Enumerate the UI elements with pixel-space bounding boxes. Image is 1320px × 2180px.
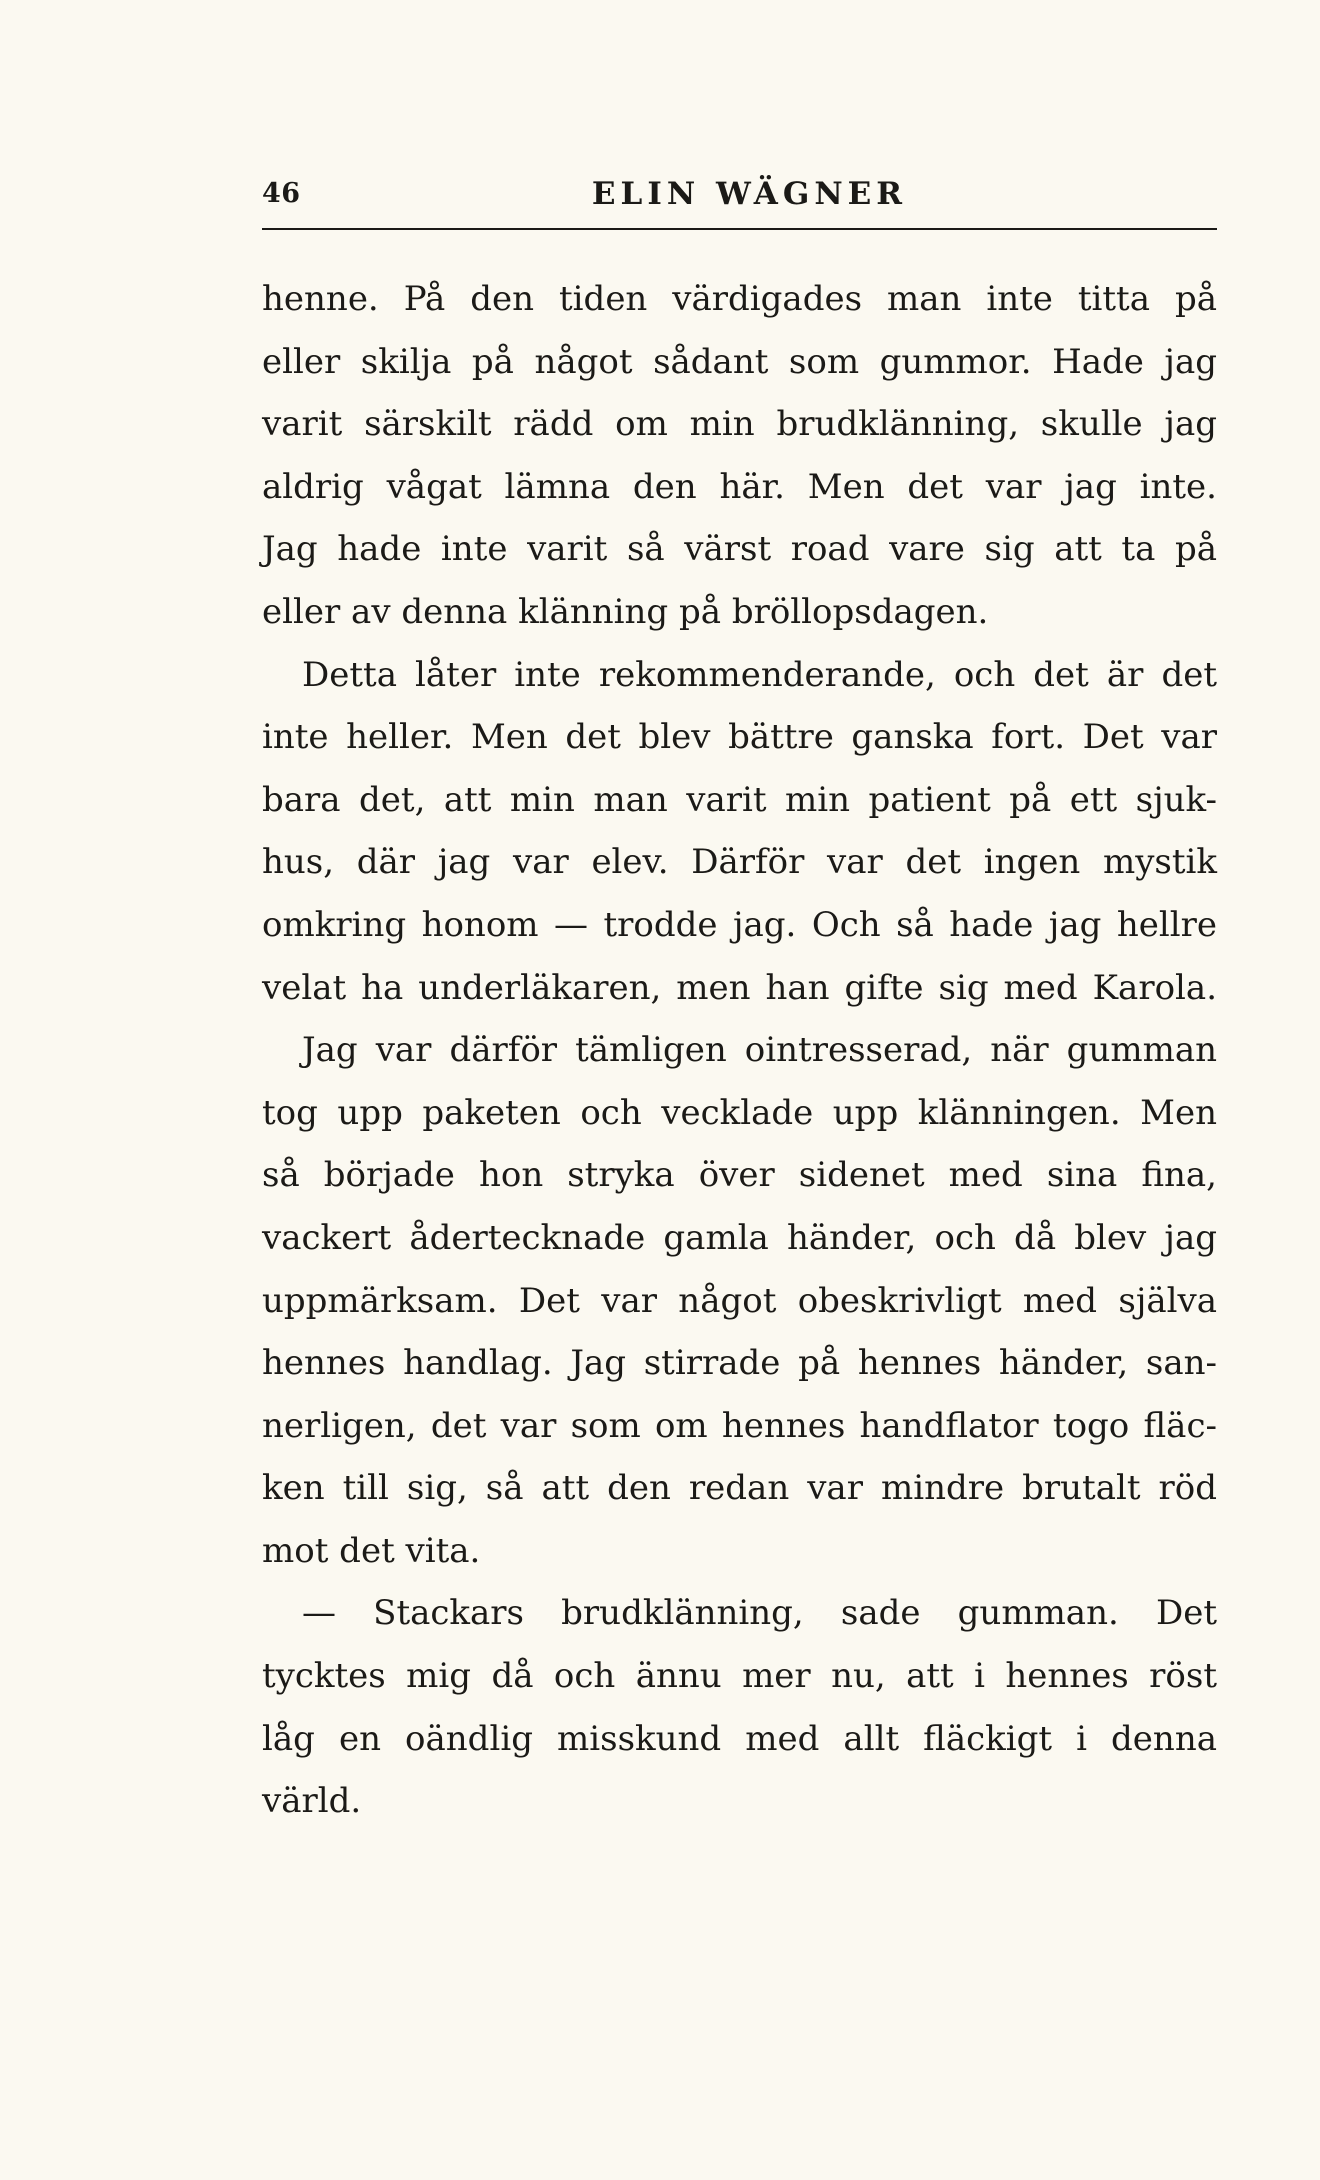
text-line: låg en oändlig misskund med allt fläckigt i denna: [262, 1718, 1217, 1759]
text-line: så började hon stryka över sidenet med sina fina,: [262, 1155, 1217, 1196]
page-header: [262, 170, 1217, 222]
text-line: varit särskilt rädd om min brudklänning, skulle jag: [262, 404, 1217, 445]
text-line: mot det vita.: [262, 1530, 481, 1571]
text-line: Jag hade inte varit så värst road vare sig att ta på: [262, 529, 1217, 570]
paragraph: [262, 1019, 1217, 1582]
text-line: aldrig vågat lämna den här. Men det var jag inte.: [262, 466, 1217, 507]
text-line: Jag var därför tämligen ointresserad, när gumman: [302, 1030, 1217, 1071]
text-line: eller av denna klänning på bröllopsdagen.: [262, 591, 989, 632]
text-line: hus, där jag var elev. Därför var det ingen mystik: [262, 842, 1217, 883]
body-text: [262, 268, 1217, 1833]
text-line: värld.: [262, 1781, 362, 1822]
page-number: 46: [262, 178, 301, 209]
text-line: tog upp paketen och vecklade upp klänningen. Men: [262, 1092, 1217, 1133]
text-line: ken till sig, så att den redan var mindre brutalt röd: [262, 1468, 1217, 1509]
text-line: — Stackars brudklänning, sade gumman. Det: [302, 1593, 1217, 1634]
text-line: Detta låter inte rekommenderande, och det är det: [302, 654, 1217, 695]
text-line: velat ha underläkaren, men han gifte sig med Karola.: [262, 967, 1217, 1008]
paragraph: [262, 268, 1217, 644]
text-line: henne. På den tiden värdigades man inte titta på: [262, 279, 1217, 319]
paragraph: [262, 644, 1217, 1020]
text-line: uppmärksam. Det var något obeskrivligt med själva: [262, 1280, 1217, 1321]
text-line: omkring honom — trodde jag. Och så hade jag hellre: [262, 904, 1217, 945]
text-line: nerligen, det var som om hennes handflator togo fläc-: [262, 1405, 1217, 1446]
text-line: bara det, att min man varit min patient på ett sjuk-: [262, 779, 1217, 820]
paragraph: [262, 1582, 1217, 1832]
text-line: inte heller. Men det blev bättre ganska fort. Det var: [262, 717, 1217, 758]
header-rule: [262, 228, 1217, 230]
text-line: tycktes mig då och ännu mer nu, att i hennes röst: [262, 1656, 1217, 1697]
running-title: ELIN WÄGNER: [591, 176, 908, 212]
text-line: vackert ådertecknade gamla händer, och då blev jag: [262, 1217, 1217, 1258]
text-line: eller skilja på något sådant som gummor. Hade jag: [262, 341, 1217, 382]
text-line: hennes handlag. Jag stirrade på hennes händer, san-: [262, 1343, 1217, 1384]
